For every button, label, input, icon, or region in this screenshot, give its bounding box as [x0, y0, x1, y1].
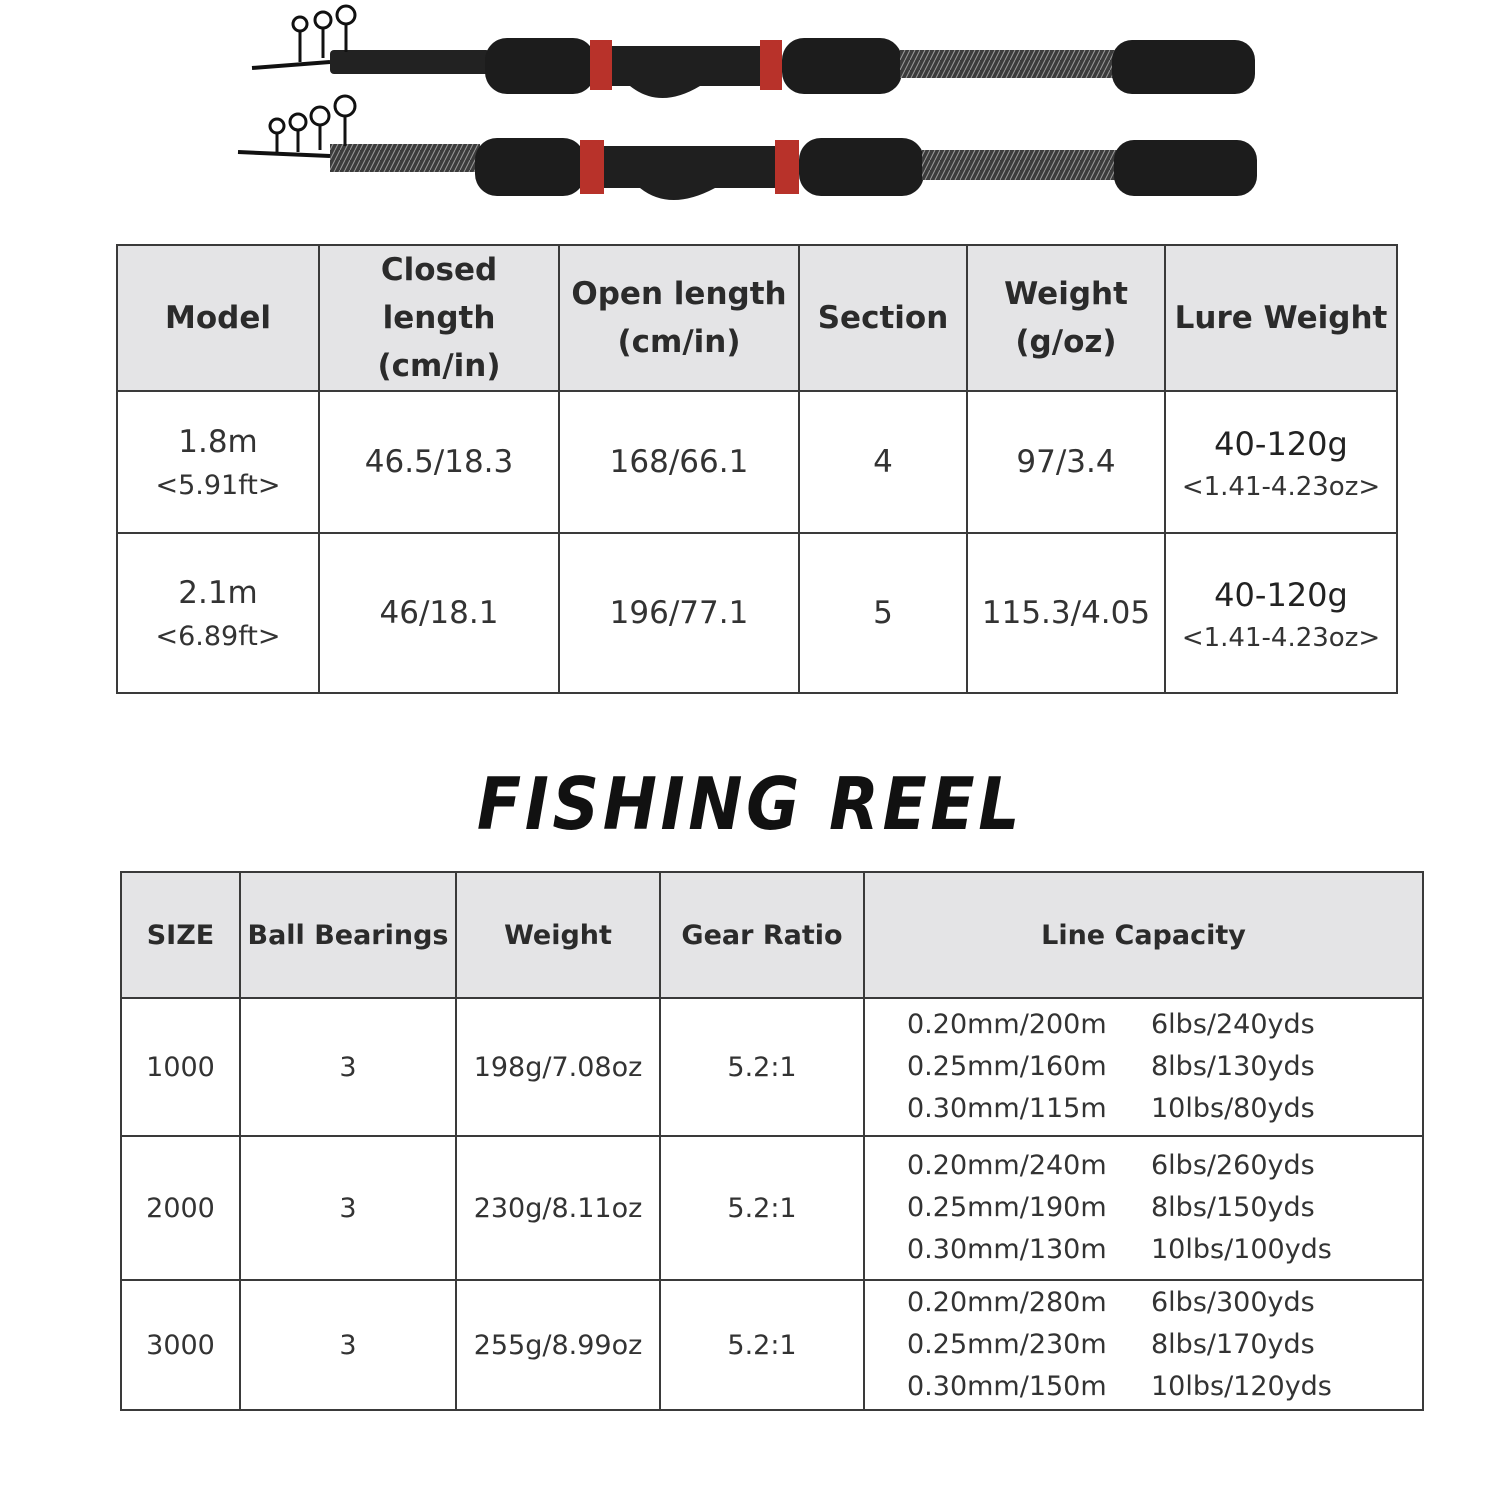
header-model: Model [117, 245, 319, 391]
cell-gear-ratio: 5.2:1 [660, 998, 864, 1136]
header-weight: Weight [456, 872, 660, 998]
cell-weight: 255g/8.99oz [456, 1280, 660, 1410]
cell-closed: 46.5/18.3 [319, 391, 559, 533]
cell-gear-ratio: 5.2:1 [660, 1280, 864, 1410]
cell-section: 5 [799, 533, 967, 693]
cell-size: 3000 [121, 1280, 240, 1410]
cell-weight: 230g/8.11oz [456, 1136, 660, 1280]
cell-line-capacity: 0.20mm/200m 6lbs/240yds 0.25mm/160m 8lbs/130yds 0.30mm/115m 10lbs/80yds [864, 998, 1423, 1136]
cell-lure-weight: 40-120g <1.41-4.23oz> [1165, 533, 1397, 693]
header-section: Section [799, 245, 967, 391]
cell-weight: 97/3.4 [967, 391, 1165, 533]
header-size: SIZE [121, 872, 240, 998]
header-gear-ratio: Gear Ratio [660, 872, 864, 998]
reel-section-title: FISHING REEL [476, 762, 1024, 846]
table-row [121, 998, 1423, 1136]
cell-bearings: 3 [240, 998, 456, 1136]
cell-open: 196/77.1 [559, 533, 799, 693]
header-lure-weight: Lure Weight [1165, 245, 1397, 391]
cell-weight: 115.3/4.05 [967, 533, 1165, 693]
cell-lure-weight: 40-120g <1.41-4.23oz> [1165, 391, 1397, 533]
cell-size: 1000 [121, 998, 240, 1136]
cell-section: 4 [799, 391, 967, 533]
rod-top [252, 6, 1255, 98]
table-row [117, 533, 1397, 693]
rod-spec-table [116, 244, 1398, 694]
table-row [121, 1280, 1423, 1410]
reel-table-header-row [121, 872, 1423, 998]
cell-open: 168/66.1 [559, 391, 799, 533]
reel-spec-table [120, 871, 1424, 1411]
header-line-capacity: Line Capacity [864, 872, 1423, 998]
cell-size: 2000 [121, 1136, 240, 1280]
rod-table-header-row [117, 245, 1397, 391]
header-weight: Weight (g/oz) [967, 245, 1165, 391]
cell-line-capacity: 0.20mm/240m 6lbs/260yds 0.25mm/190m 8lbs/150yds 0.30mm/130m 10lbs/100yds [864, 1136, 1423, 1280]
rod-bottom [238, 96, 1257, 200]
fishing-rods-image [0, 0, 1500, 230]
cell-line-capacity: 0.20mm/280m 6lbs/300yds 0.25mm/230m 8lbs/170yds 0.30mm/150m 10lbs/120yds [864, 1280, 1423, 1410]
header-closed-length: Closed length (cm/in) [319, 245, 559, 391]
cell-model: 2.1m <6.89ft> [117, 533, 319, 693]
cell-closed: 46/18.1 [319, 533, 559, 693]
header-ball-bearings: Ball Bearings [240, 872, 456, 998]
cell-weight: 198g/7.08oz [456, 998, 660, 1136]
cell-model: 1.8m <5.91ft> [117, 391, 319, 533]
table-row [117, 391, 1397, 533]
cell-gear-ratio: 5.2:1 [660, 1136, 864, 1280]
cell-bearings: 3 [240, 1136, 456, 1280]
table-row [121, 1136, 1423, 1280]
cell-bearings: 3 [240, 1280, 456, 1410]
header-open-length: Open length (cm/in) [559, 245, 799, 391]
